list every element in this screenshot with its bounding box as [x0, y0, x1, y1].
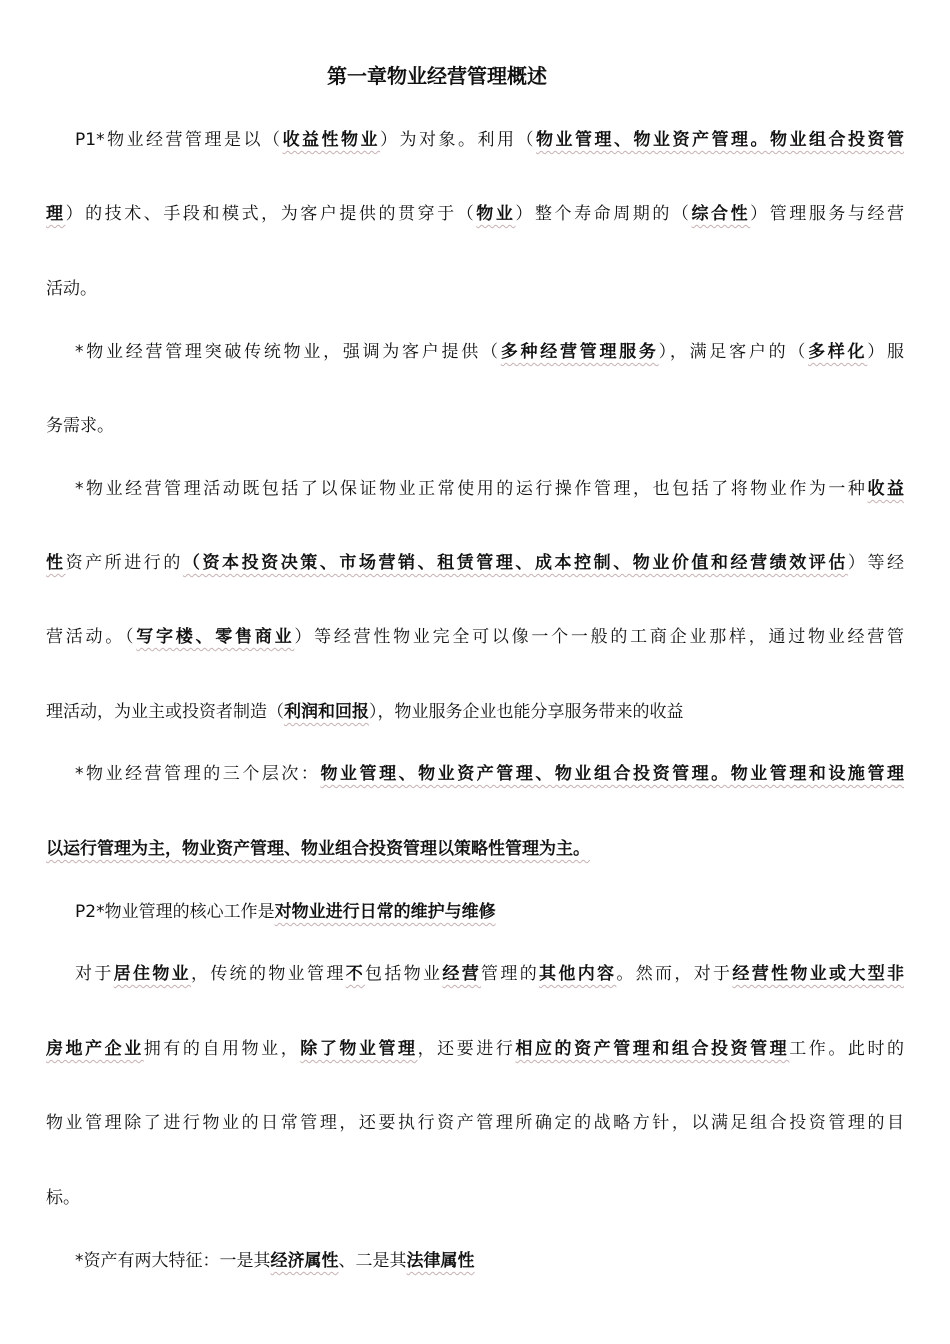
text-run: *物业经营管理的三个层次：	[75, 764, 321, 784]
emphasis-text: 多样化	[808, 342, 868, 362]
text-run: 、二是其	[338, 1251, 407, 1271]
text-run: 工作。此时的	[789, 1039, 904, 1059]
paragraph-1-line-3: 活动。	[46, 279, 97, 299]
emphasis-text: 居住物业	[113, 964, 192, 984]
text-run: 。然而，对于	[616, 964, 733, 984]
paragraph-6-line-4: 标。	[46, 1188, 80, 1208]
text-run: 包括物业	[365, 964, 443, 984]
emphasis-text: 综合性	[691, 204, 751, 224]
paragraph-5	[75, 896, 904, 928]
paragraph-4-line-1	[75, 758, 904, 790]
emphasis-text: 物业管理、物业资产管理、物业组合投资管理。物业管理和设施管理	[320, 764, 904, 784]
chapter-title: 第一章物业经营管理概述	[327, 64, 547, 88]
emphasis-text: 法律属性	[406, 1251, 475, 1271]
emphasis-text: 物业	[476, 204, 516, 224]
emphasis-text: 经营性物业或大型非	[732, 964, 904, 984]
emphasis-text: 以运行管理为主，物业资产管理、物业组合投资管理以策略性管理为主。	[46, 839, 590, 859]
emphasis-text: 理	[46, 204, 66, 224]
text-run: ）等经	[847, 553, 904, 573]
emphasis-text: 相应的资产管理和组合投资管理	[515, 1039, 790, 1059]
text-run: ）等经营性物业完全可以像一个一般的工商企业那样，通过物业经营管	[294, 627, 904, 647]
text-run: *资产有两大特征：一是其	[75, 1251, 271, 1271]
text-run: ）的技术、手段和模式，为客户提供的贯穿于（	[65, 204, 477, 224]
paragraph-6-line-3: 物业管理除了进行物业的日常管理，还要执行资产管理所确定的战略方针，以满足组合投资管理的目	[46, 1113, 904, 1133]
text-run: 营活动。（	[46, 627, 137, 647]
emphasis-text: 收益性物业	[282, 130, 381, 150]
emphasis-text: 经济属性	[270, 1251, 339, 1271]
emphasis-text: 对物业进行日常的维护与维修	[274, 902, 496, 922]
emphasis-text: （资本投资决策、市场营销、租赁管理、成本控制、物业价值和经营绩效评估	[182, 553, 848, 573]
text-run: 拥有的自用物业，	[143, 1039, 301, 1059]
paragraph-3-line-3	[46, 621, 904, 653]
emphasis-text: 经营	[442, 964, 482, 984]
text-run: ），物业服务企业也能分享服务带来的收益	[369, 702, 684, 722]
text-run: 管理的	[481, 964, 540, 984]
emphasis-text: 多种经营管理服务	[500, 342, 659, 362]
paragraph-2-line-2: 务需求。	[46, 416, 114, 436]
text-run: ，还要进行	[417, 1039, 516, 1059]
text-run: ）整个寿命周期的（	[515, 204, 692, 224]
emphasis-text: 不	[345, 964, 366, 984]
paragraph-3-line-2	[46, 547, 904, 579]
text-run: ）管理服务与经营	[750, 204, 904, 224]
text-run: ）服	[867, 342, 904, 362]
paragraph-1-line-1	[75, 124, 904, 156]
emphasis-text: 房地产企业	[46, 1039, 144, 1059]
paragraph-6-line-2	[46, 1033, 904, 1065]
emphasis-text: 利润和回报	[284, 702, 369, 722]
text-run: *物业经营管理突破传统物业，强调为客户提供（	[75, 342, 501, 362]
paragraph-7	[75, 1245, 904, 1277]
text-run: 对于	[75, 964, 114, 984]
text-run: ）为对象。利用（	[380, 130, 537, 150]
emphasis-text: 收益	[867, 479, 904, 499]
text-run: P1*物业经营管理是以（	[75, 130, 283, 150]
text-run: 理活动，为业主或投资者制造（	[46, 702, 284, 722]
text-run: ），满足客户的（	[658, 342, 809, 362]
text-run: *物业经营管理活动既包括了以保证物业正常使用的运行操作管理，也包括了将物业作为一种	[75, 479, 868, 499]
text-run: ，传统的物业管理	[191, 964, 346, 984]
emphasis-text: 物业管理、物业资产管理。物业组合投资管	[536, 130, 904, 150]
emphasis-text: 除了物业管理	[300, 1039, 418, 1059]
paragraph-2-line-1	[75, 336, 904, 368]
emphasis-text: 写字楼、零售商业	[136, 627, 295, 647]
text-run: P2*物业管理的核心工作是	[75, 902, 275, 922]
paragraph-3-line-4	[46, 696, 904, 728]
paragraph-3-line-1	[75, 473, 904, 505]
paragraph-4-line-2	[46, 833, 904, 865]
paragraph-1-line-2	[46, 198, 904, 230]
emphasis-text: 性	[46, 553, 66, 573]
paragraph-6-line-1	[75, 958, 904, 990]
text-run: 资产所进行的	[65, 553, 183, 573]
emphasis-text: 其他内容	[539, 964, 617, 984]
